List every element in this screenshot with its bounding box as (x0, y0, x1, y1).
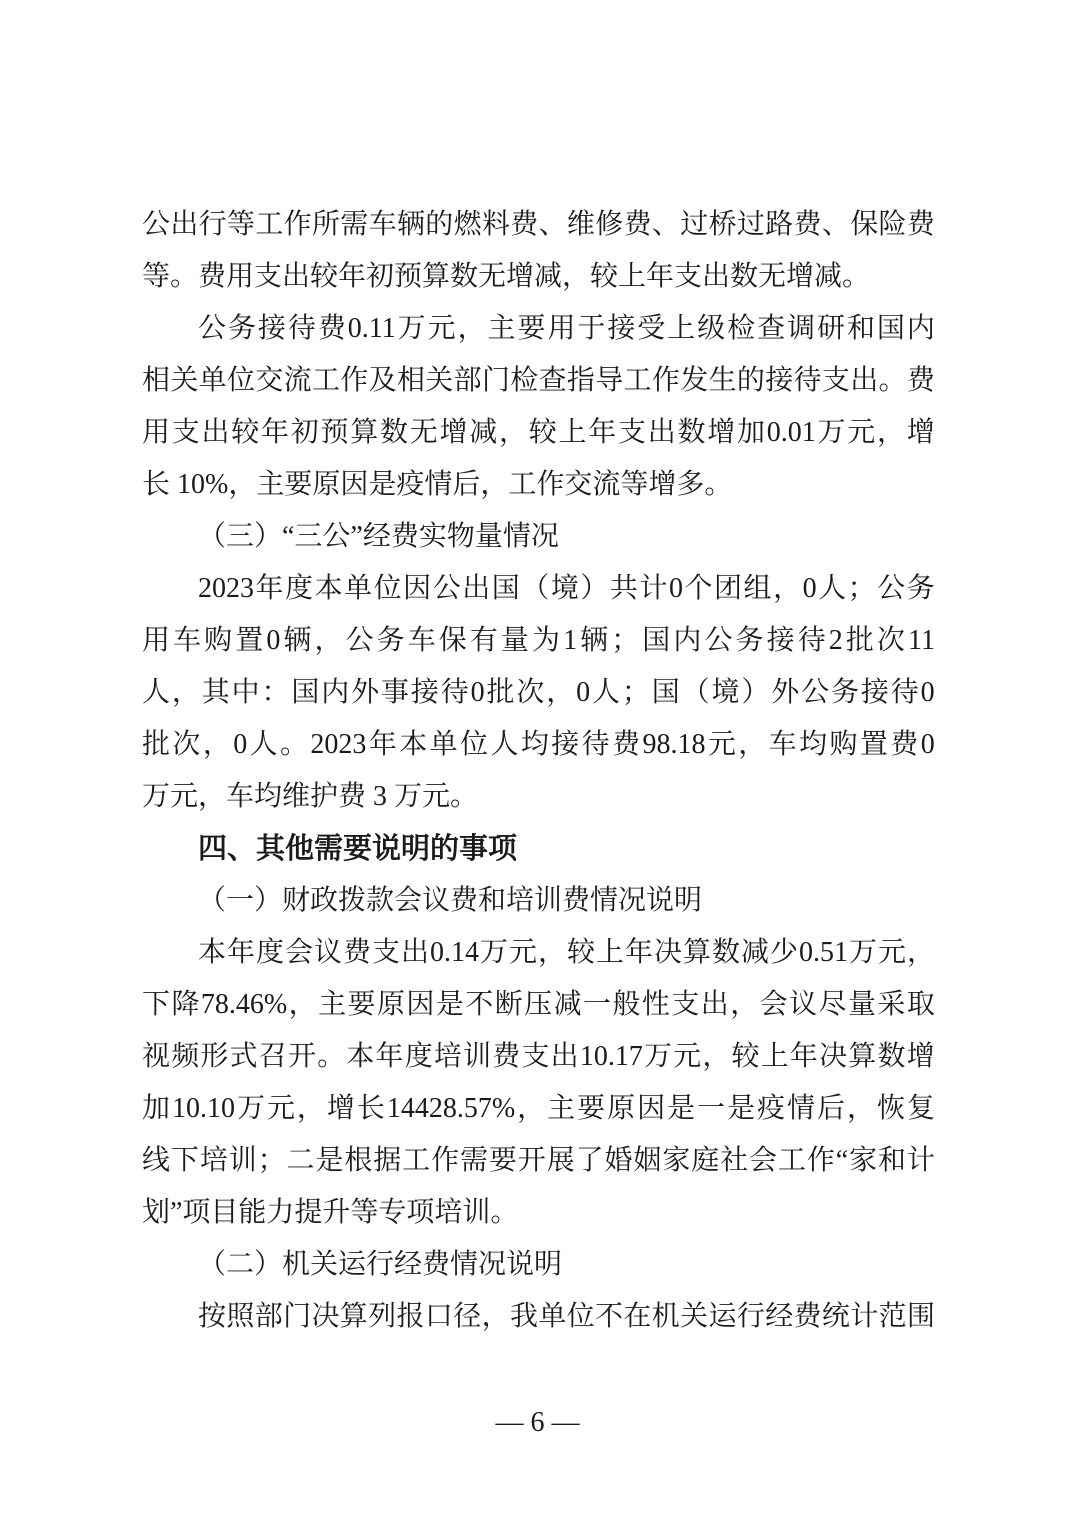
body-line: 等。费用支出较年初预算数无增减，较上年支出数无增减。 (142, 261, 871, 292)
body-line: 下 降 78.46% ， 主 要 原 因 是 不 断 压 减 一 般 性 支 出 ， 会 议 尽 量 采 取 (142, 989, 935, 1020)
body-line: 视 频 形 式 召 开 。 本 年 度 培 训 费 支 出 10.17 万 元 ， 较 上 年 决 算 数 增 (142, 1041, 935, 1072)
body-line: 用 车 购 置 0 辆 ， 公 务 车 保 有 量 为 1 辆 ； 国 内 公 务 接 待 2 批 次 11 (142, 625, 935, 656)
body-line: 万元，车均维护费 3 万元。 (142, 781, 479, 812)
body-line: 加 10.10 万 元 ， 增 长 14428.57% ， 主 要 原 因 是 一 是 疫 情 后 ， 恢 复 (142, 1093, 935, 1124)
body-line: 公 出 行 等 工 作 所 需 车 辆 的 燃 料 费 、 维 修 费 、 过 桥 过 路 费 、 保 险 费 (142, 209, 935, 240)
section-subheading: （三）“三公”经费实物量情况 (198, 521, 559, 552)
document-body (142, 199, 935, 1343)
body-line: 人 ， 其 中 ： 国 内 外 事 接 待 0 批 次 ， 0 人 ； 国 （ 境 ） 外 公 务 接 待 0 (142, 677, 935, 708)
body-line: 划”项目能力提升等专项培训。 (142, 1197, 519, 1228)
body-line: 线 下 培 训 ； 二 是 根 据 工 作 需 要 开 展 了 婚 姻 家 庭 社 会 工 作 “ 家 和 计 (142, 1145, 935, 1176)
body-line: 用 支 出 较 年 初 预 算 数 无 增 减 ， 较 上 年 支 出 数 增 加 0.01 万 元 ， 增 (142, 417, 935, 448)
body-line: 公 务 接 待 费 0.11 万 元 ， 主 要 用 于 接 受 上 级 检 查 调 研 和 国 内 (198, 313, 935, 344)
body-line: 批 次 ， 0 人 。 2023 年 本 单 位 人 均 接 待 费 98.18 元 ， 车 均 购 置 费 0 (142, 729, 935, 760)
body-line: 本 年 度 会 议 费 支 出 0.14 万 元 ， 较 上 年 决 算 数 减 少 0.51 万 元 ， (198, 937, 935, 968)
section-heading: 四、其他需要说明的事项 (198, 833, 518, 865)
body-line: 长 10%，主要原因是疫情后，工作交流等增多。 (142, 469, 733, 500)
page-footer (0, 1397, 1075, 1449)
section-subheading: （二）机关运行经费情况说明 (198, 1249, 563, 1280)
body-line: 相 关 单 位 交 流 工 作 及 相 关 部 门 检 查 指 导 工 作 发 生 的 接 待 支 出 。 费 (142, 365, 935, 396)
body-line: 按 照 部 门 决 算 列 报 口 径 ， 我 单 位 不 在 机 关 运 行 经 费 统 计 范 围 (198, 1301, 935, 1332)
body-line: 2023 年 度 本 单 位 因 公 出 国 （ 境 ） 共 计 0 个 团 组 ， 0 人 ； 公 务 (198, 573, 935, 604)
page-number: — 6 — (495, 1407, 580, 1438)
section-subheading: （一）财政拨款会议费和培训费情况说明 (198, 885, 703, 916)
